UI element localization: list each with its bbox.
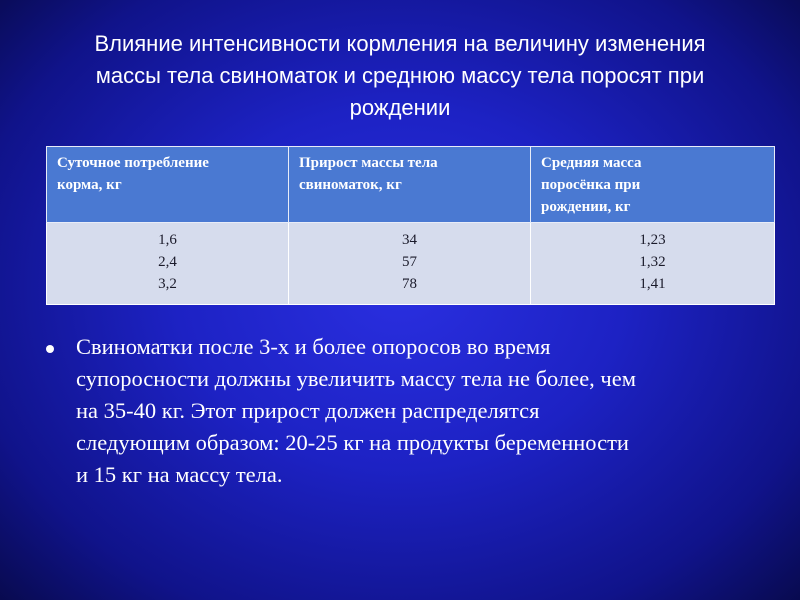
bullet-line: следующим образом: 20-25 кг на продукты беременности (76, 430, 629, 455)
header-cell-feed-intake (47, 147, 289, 223)
title-line: массы тела свиноматок и среднюю массу тела поросят при (95, 63, 705, 88)
bullet-text (76, 331, 766, 491)
title-line: Влияние интенсивности кормления на величину изменения (94, 31, 706, 56)
header-text: рождении, кг (541, 199, 631, 215)
cell-value: 57 (402, 254, 417, 270)
header-text: Прирост массы тела (299, 155, 438, 171)
slide-title (40, 28, 760, 124)
cell-value: 2,4 (158, 254, 177, 270)
header-cell-sow-weight-gain (289, 147, 531, 223)
cell-value: 1,32 (639, 254, 666, 270)
bullet-line: Свиноматки после 3-х и более опоросов во время (76, 334, 551, 359)
cell-value: 3,2 (158, 276, 177, 292)
bullet-line: супоросности должны увеличить массу тела не более, чем (76, 366, 636, 391)
header-text: Средняя масса (541, 155, 642, 171)
bullet-line: и 15 кг на массу тела. (76, 462, 283, 487)
header-text: свиноматок, кг (299, 177, 402, 193)
header-text: корма, кг (57, 177, 122, 193)
bullet-point (46, 331, 766, 491)
cell-value: 1,41 (639, 276, 666, 292)
table-cell-feed-intake (47, 223, 289, 305)
cell-value: 1,23 (639, 232, 666, 248)
table-row (47, 223, 775, 305)
header-text: Суточное потребление (57, 155, 209, 171)
bullet-line: на 35-40 кг. Этот прирост должен распределятся (76, 398, 540, 423)
table-cell-sow-weight-gain (289, 223, 531, 305)
cell-value: 1,6 (158, 232, 177, 248)
header-cell-piglet-birth-weight (531, 147, 775, 223)
cell-value: 78 (402, 276, 417, 292)
data-table (46, 146, 775, 305)
header-text: поросёнка при (541, 177, 641, 193)
table-cell-piglet-birth-weight (531, 223, 775, 305)
table-header-row (47, 147, 775, 223)
cell-value: 34 (402, 232, 417, 248)
bullet-dot-icon (46, 345, 54, 353)
title-line: рождении (349, 95, 451, 120)
